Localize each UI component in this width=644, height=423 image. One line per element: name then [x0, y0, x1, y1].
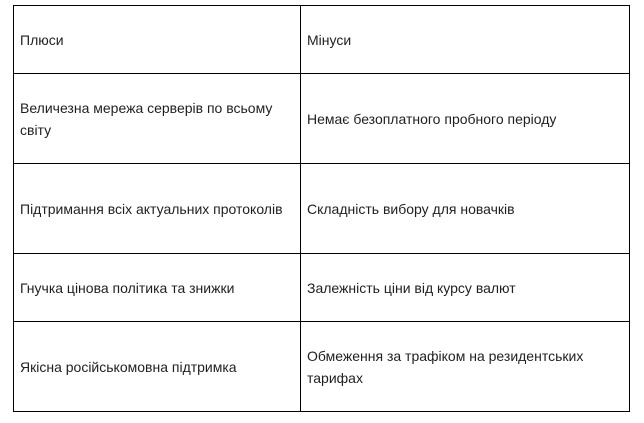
table-row [14, 322, 630, 412]
pros-cell: Гнучка цінова політика та знижки [14, 254, 301, 322]
table-row [14, 164, 630, 254]
cons-cell: Залежність ціни від курсу валют [301, 254, 630, 322]
cons-cell: Складність вибору для новачків [301, 164, 630, 254]
cons-cell: Немає безоплатного пробного періоду [301, 74, 630, 164]
pros-cell: Підтримання всіх актуальних протоколів [14, 164, 301, 254]
pros-cell: Якісна російськомовна підтримка [14, 322, 301, 412]
header-pros: Плюси [14, 6, 301, 74]
pros-cell: Величезна мережа серверів по всьому світу [14, 74, 301, 164]
table-row [14, 254, 630, 322]
pros-cons-table [13, 5, 630, 412]
cons-cell: Обмеження за трафіком на резидентських тарифах [301, 322, 630, 412]
table-header-row [14, 6, 630, 74]
header-cons: Мінуси [301, 6, 630, 74]
table-row [14, 74, 630, 164]
